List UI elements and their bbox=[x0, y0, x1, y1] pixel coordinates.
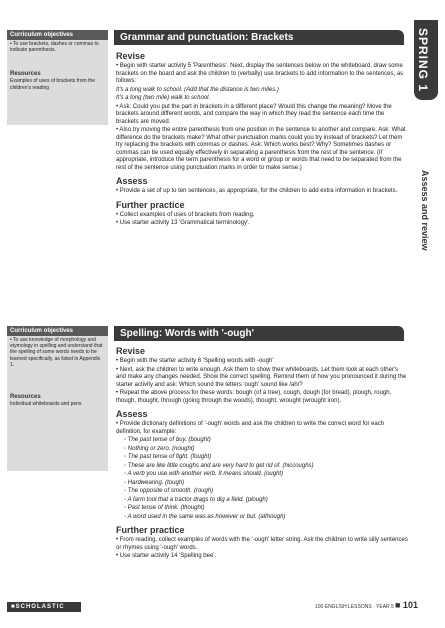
paragraph: • Use starter activity 13 'Grammatical terminology'. bbox=[116, 220, 250, 226]
definition-item: ◦ Hardwearing. (tough) bbox=[124, 479, 185, 486]
assess-review-label: Assess and review bbox=[420, 170, 430, 251]
section-spelling-content bbox=[116, 342, 408, 562]
definition-item: ◦ These are like little coughs and are very hard to get rid of. (hiccoughs) bbox=[124, 462, 314, 469]
paragraph: • Collect examples of uses of brackets from reading. bbox=[116, 211, 255, 218]
curriculum-objectives-text: • To use brackets, dashes or commas to indicate parenthesis. bbox=[10, 41, 99, 54]
page-number: ■ 101 bbox=[395, 600, 418, 610]
definition-item: ◦ A farm tool that a tractor drags to dig a field. (plough) bbox=[124, 496, 268, 503]
paragraph: • Provide dictionary definitions of '-ough' words and ask the children to write the correct word for each definition, for example: bbox=[116, 421, 385, 435]
spring-tab-label: SPRING 1 bbox=[416, 28, 430, 93]
paragraph: • From reading, collect examples of words with the '-ough' letter string. Ask the children to write silly sentences or rhymes using '-ough' words. bbox=[116, 537, 408, 551]
section-header-brackets: Grammar and punctuation: Brackets bbox=[114, 30, 404, 45]
definition-item: ◦ The past tense of buy. (bought) bbox=[124, 437, 211, 443]
resources-title: Resources bbox=[10, 71, 41, 78]
assess-heading: Assess bbox=[116, 176, 148, 186]
paragraph: • Also try moving the entire parenthesis from one position in the sentence to another and compare. Ask: What difference do the brackets make? What other punctuation marks could you try instead of brackets? Let them try replacing the brackets with commas or dashes. Ask: Which works best? Why? Sometimes dashes or commas can be used equally effectively in separating a parenthesis from the rest of the sentence. (If appropriate, introduce the term parenthesis for a word or group or words that need to be separated from the rest of the sentence using punctuation marks in order to make sense.) bbox=[116, 127, 406, 171]
definition-item: ◦ The past tense of fight. (fought) bbox=[124, 454, 212, 460]
paragraph: • Next, ask the children to write enough. Ask them to show their whiteboards. Let them look at each other's and make any changes needed. Show the correct spelling. Remind them of how you pronounced it during the starter activity and ask: Which sound the letters 'ough' sound like /ah/? bbox=[116, 366, 407, 388]
resources-title: Resources bbox=[10, 394, 41, 401]
definition-item: ◦ Past tense of think. (thought) bbox=[124, 505, 205, 511]
paragraph: • Use starter activity 14 'Spelling bee'. bbox=[116, 553, 217, 559]
paragraph: • Begin with the starter activity 6 'Spelling words with -ough' bbox=[116, 358, 274, 364]
revise-heading: Revise bbox=[116, 346, 146, 356]
section-header-spelling: Spelling: Words with '-ough' bbox=[114, 326, 404, 341]
spring-tab bbox=[414, 20, 438, 100]
sidebar-objectives-2 bbox=[7, 326, 108, 471]
scholastic-logo: ■SCHOLASTIC bbox=[7, 602, 81, 612]
paragraph: • Begin with starter activity 5 'Parenthesis'. Next, display the sentences below on the whiteboard, draw some brackets on the board and ask the children to (verbally) use brackets to add information to the sentences, as follows: bbox=[116, 63, 404, 84]
definition-item: ◦ A word used in the same was as however or but. (although) bbox=[124, 513, 286, 520]
resources-text: Individual whiteboards and pens bbox=[10, 401, 82, 408]
section-brackets-content bbox=[116, 47, 408, 229]
example-sentence: It's a long (two mile) walk to school. bbox=[116, 95, 211, 101]
sidebar-objectives-1 bbox=[7, 30, 108, 125]
curriculum-objectives-text: • To use knowledge of morphology and etymology in spelling and understand that the spelling of some words needs to be learned specifically, as listed in Appendix 1. bbox=[10, 337, 103, 368]
further-practice-heading: Further practice bbox=[116, 525, 185, 535]
definition-item: ◦ The opposite of smooth. (rough) bbox=[124, 488, 214, 494]
curriculum-objectives-title: Curriculum objectives bbox=[7, 30, 108, 40]
footer-book-title: 100 ENGLISH LESSONS · YEAR 5 bbox=[315, 604, 394, 610]
assess-heading: Assess bbox=[116, 409, 148, 419]
further-practice-heading: Further practice bbox=[116, 199, 185, 210]
definition-item: ◦ A verb you use with another verb. It means should. (ought) bbox=[124, 471, 284, 477]
paragraph: • Provide a set of up to ten sentences, as appropriate, for the children to add extra information in brackets. bbox=[116, 188, 398, 194]
curriculum-objectives-title: Curriculum objectives bbox=[7, 326, 108, 336]
definition-item: ◦ Nothing or zero. (nought) bbox=[124, 445, 195, 452]
example-sentence: It's a long walk to school. (Add that the distance is two miles.) bbox=[116, 86, 279, 93]
paragraph: • Repeat the above process for these words: bough (of a tree), cough, dough (for bread), plough, rough, though, thought, through (going through the woods), thought, wrought (wrought iron). bbox=[116, 390, 392, 404]
revise-heading: Revise bbox=[116, 51, 146, 61]
paragraph: • Ask: Could you put the part in brackets in a different place? Would this change the meaning? Move the brackets around different words, and compare the way in which they read the sentence each time the brackets are moved. bbox=[116, 103, 392, 125]
resources-text: Examples of uses of brackets from the children's reading bbox=[10, 78, 96, 91]
